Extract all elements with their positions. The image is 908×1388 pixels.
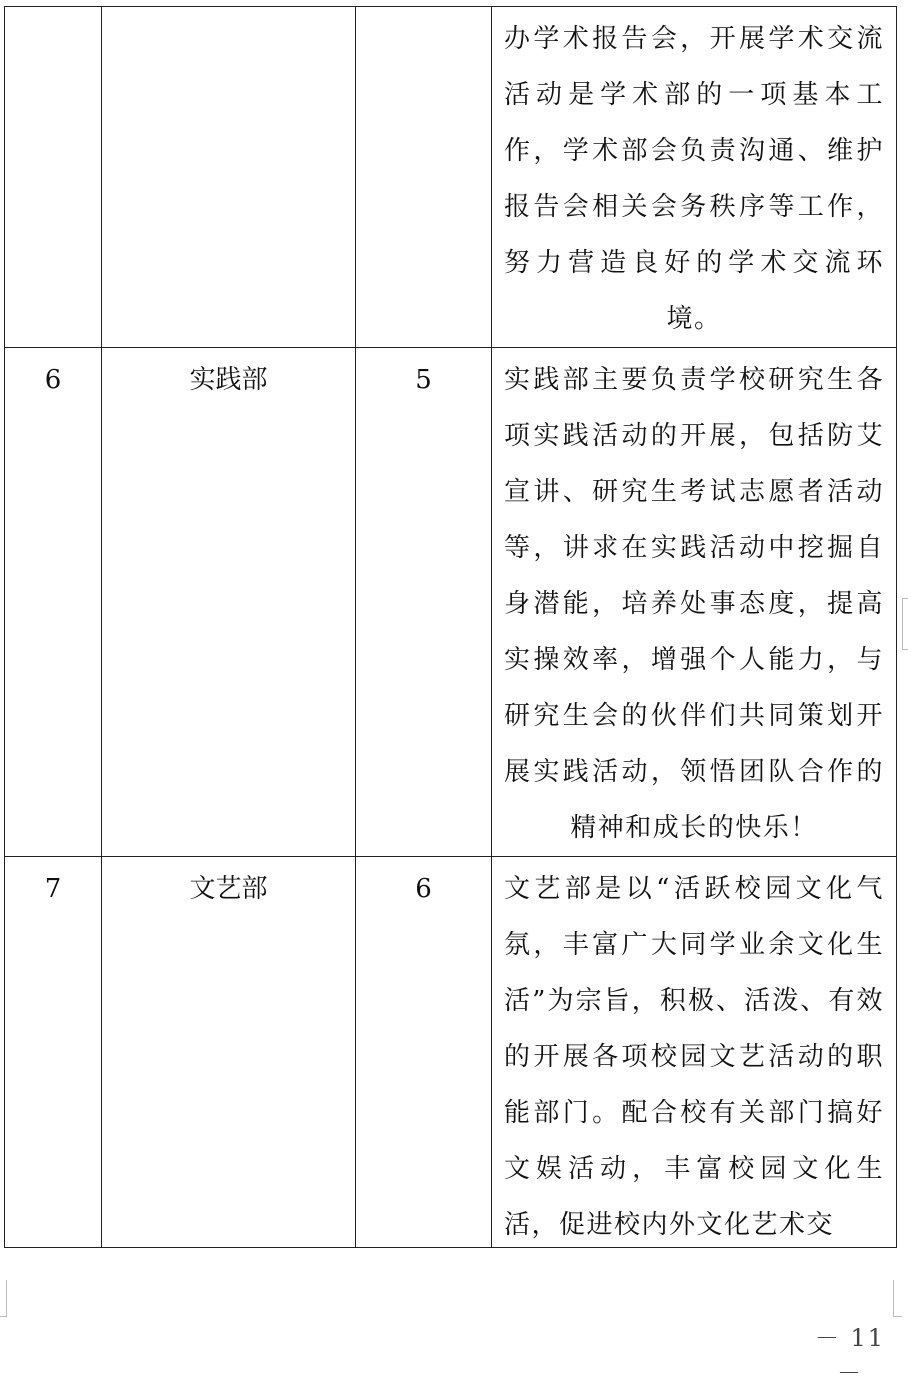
page-number: － 11 －: [814, 1324, 886, 1387]
crop-mark-bottom-left: [0, 1280, 7, 1317]
description-text: 文艺部是以“活跃校园文化气氛，丰富广大同学业余文化生活”为宗旨，积极、活泼、有效的开展各项校园文艺活动的职能部门。配合校有关部门搞好文娱活动，丰富校园文化生活，促进校内外文化艺术交: [504, 874, 884, 1240]
crop-mark-bottom-right: [893, 1280, 902, 1317]
department-name-cell: 实践部: [102, 348, 356, 857]
member-count-cell: 6: [356, 857, 492, 1248]
description-cell: [492, 857, 897, 1248]
row-index-cell: 7: [5, 857, 102, 1248]
description-text: 实践部主要负责学校研究生各项实践活动的开展，包括防艾宣讲、研究生考试志愿者活动等，讲求在实践活动中挖掘自身潜能，培养处事态度，提高实操效率，增强个人能力，与研究生会的伙伴们共同策划开展实践活动，领悟团队合作的精神和成长的快乐！: [504, 365, 884, 843]
margin-marker: [902, 598, 908, 650]
table-row: [5, 7, 897, 348]
department-name-cell: [102, 7, 356, 348]
row-index-cell: 6: [5, 348, 102, 857]
description-text: 办学术报告会，开展学术交流活动是学术部的一项基本工作，学术部会负责沟通、维护报告会相关会务秩序等工作，努力营造良好的学术交流环境。: [504, 24, 884, 334]
department-table: [4, 6, 897, 1248]
table-row: [5, 348, 897, 857]
member-count-cell: [356, 7, 492, 348]
row-index-cell: [5, 7, 102, 348]
table-row: [5, 857, 897, 1248]
description-cell: [492, 348, 897, 857]
member-count-cell: 5: [356, 348, 492, 857]
department-name-cell: 文艺部: [102, 857, 356, 1248]
description-cell: [492, 7, 897, 348]
